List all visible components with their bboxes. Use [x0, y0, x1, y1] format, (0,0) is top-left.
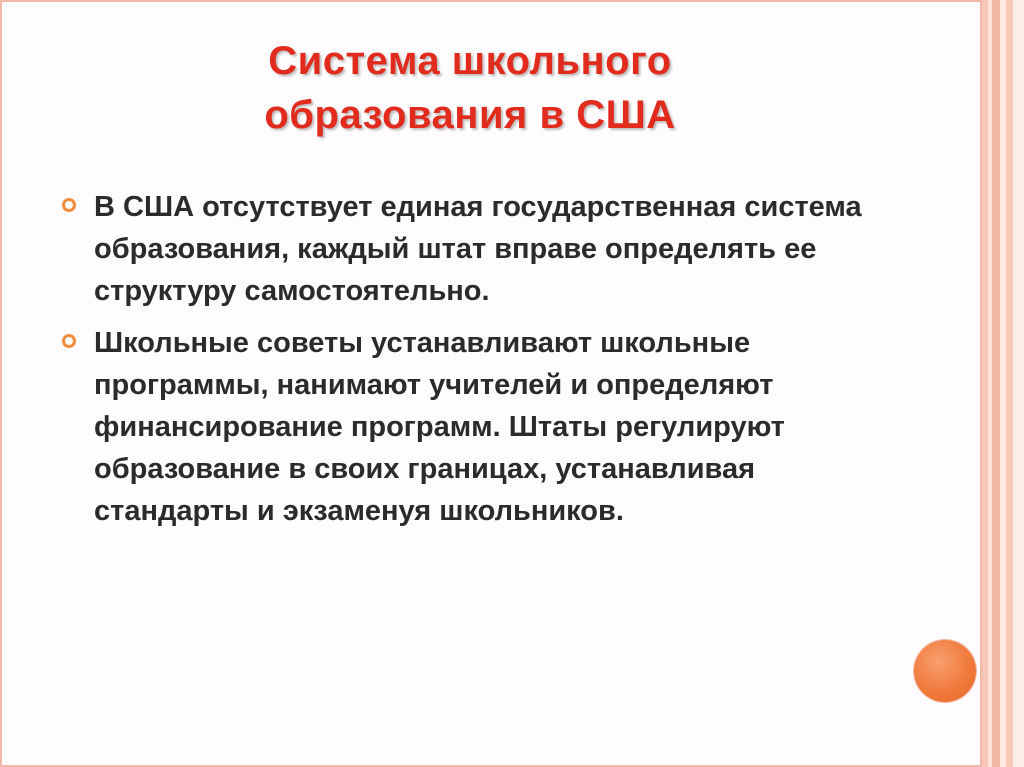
slide-title-line: образования в США [264, 93, 676, 137]
orange-circle-icon [914, 640, 976, 702]
ring-bullet-icon [62, 334, 76, 348]
bullet-text: В США отсутствует единая государственная система образования, каждый штат вправе определять ее структуру самостоятельно. [94, 191, 862, 307]
decor-stripe [992, 0, 1000, 767]
bullet-item [58, 322, 898, 532]
bullet-item [58, 186, 898, 312]
decor-stripe [1013, 0, 1024, 767]
ring-bullet-icon [62, 198, 76, 212]
slide-title-line: Система школьного [268, 39, 672, 83]
bullet-text: Школьные советы устанавливают школьные программы, нанимают учителей и определяют финансирование программ. Штаты регулируют образование в своих границах, устанавливая стандарты и экзаменуя школьников. [94, 327, 785, 527]
slide-title [150, 34, 790, 142]
decor-stripe [1006, 0, 1013, 767]
bullet-list [58, 186, 898, 542]
